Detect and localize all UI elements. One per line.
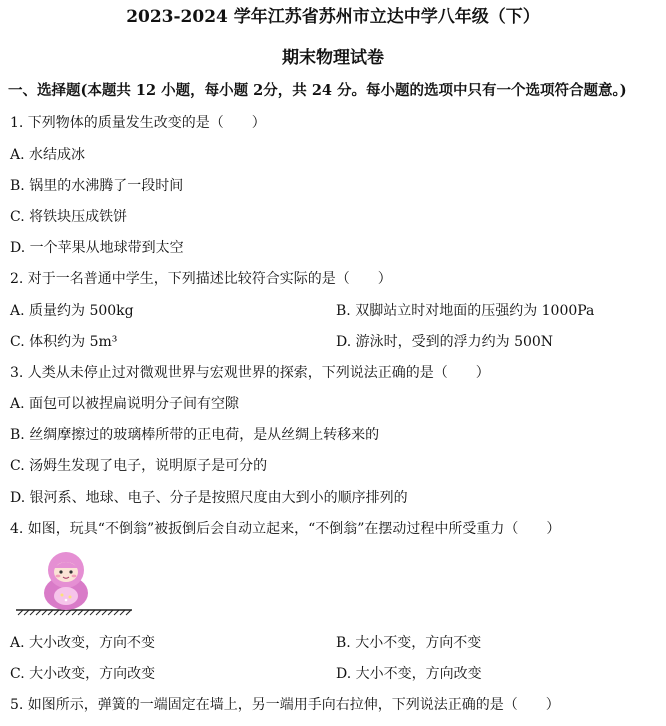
question-3-option-c: C. 汤姆生发现了电子，说明原子是可分的 xyxy=(10,458,268,474)
tumbler-toy-figure xyxy=(16,548,134,616)
question-4-option-d: D. 大小不变，方向改变 xyxy=(336,666,482,682)
question-3-option-a: A. 面包可以被捏扁说明分子间有空隙 xyxy=(10,396,240,412)
question-3-option-d: D. 银河系、地球、电子、分子是按照尺度由大到小的顺序排列的 xyxy=(10,490,408,506)
question-4-option-a: A. 大小改变，方向不变 xyxy=(10,635,156,651)
question-4-option-b: B. 大小不变，方向不变 xyxy=(336,635,482,651)
question-2-stem: 2. 对于一名普通中学生，下列描述比较符合实际的是（ ） xyxy=(10,271,392,287)
question-1-option-d: D. 一个苹果从地球带到太空 xyxy=(10,240,184,256)
question-1-option-c: C. 将铁块压成铁饼 xyxy=(10,209,128,225)
exam-title: 2023-2024 学年江苏省苏州市立达中学八年级（下） xyxy=(126,7,540,27)
question-2-option-d: D. 游泳时，受到的浮力约为 500N xyxy=(336,334,554,350)
section-heading: 一、选择题(本题共 12 小题，每小题 2分，共 24 分。每小题的选项中只有一个选项符合题意。) xyxy=(8,82,627,99)
question-5-stem: 5. 如图所示，弹簧的一端固定在墙上，另一端用手向右拉伸，下列说法正确的是（ ） xyxy=(10,697,560,713)
question-4-option-c: C. 大小改变，方向改变 xyxy=(10,666,156,682)
question-1-option-b: B. 锅里的水沸腾了一段时间 xyxy=(10,178,184,194)
question-2-option-a: A. 质量约为 500kg xyxy=(10,303,134,319)
question-3-stem: 3. 人类从未停止过对微观世界与宏观世界的探索，下列说法正确的是（ ） xyxy=(10,365,490,381)
question-3-option-b: B. 丝绸摩擦过的玻璃棒所带的正电荷，是从丝绸上转移来的 xyxy=(10,427,380,443)
question-2-option-c: C. 体积约为 5m³ xyxy=(10,334,118,350)
question-2-option-b: B. 双脚站立时对地面的压强约为 1000Pa xyxy=(336,303,595,319)
question-1-option-a: A. 水结成冰 xyxy=(10,147,86,163)
question-4-stem: 4. 如图，玩具“不倒翁”被扳倒后会自动立起来，“不倒翁”在摆动过程中所受重力（ ） xyxy=(10,521,561,537)
exam-subtitle: 期末物理试卷 xyxy=(282,48,384,68)
question-1-stem: 1. 下列物体的质量发生改变的是（ ） xyxy=(10,115,266,131)
